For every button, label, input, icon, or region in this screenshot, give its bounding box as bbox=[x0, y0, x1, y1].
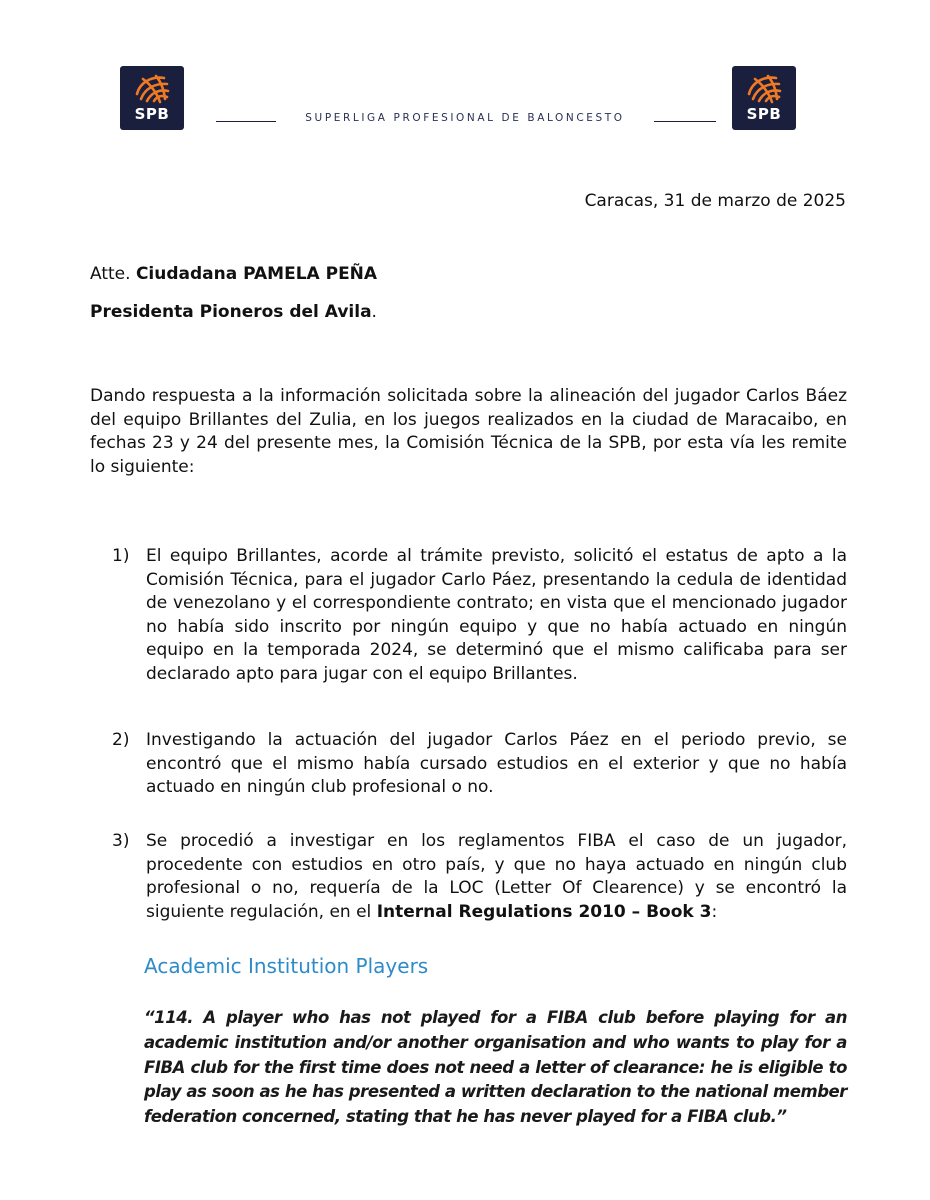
list-item-number: 3) bbox=[112, 831, 130, 851]
logo-text: SPB bbox=[746, 105, 782, 123]
header-divider-left bbox=[216, 121, 276, 122]
list-item-text: Investigando la actuación del jugador Carlos Páez en el periodo previo, se encontró que el mismo había cursado estudios en el exterior y que no había actuado en ningún club profesional o no. bbox=[146, 730, 847, 797]
list-item-text bbox=[146, 830, 847, 924]
list-item-number: 1) bbox=[112, 546, 130, 566]
academic-heading: Academic Institution Players bbox=[144, 954, 429, 978]
spb-logo-left bbox=[120, 66, 184, 130]
intro-paragraph: Dando respuesta a la información solicitada sobre la alineación del jugador Carlos Báez del equipo Brillantes del Zulia, en los juegos realizados en la ciudad de Maracaibo, en fechas 23 y 24 del presente mes, la Comisión Técnica de la SPB, por esta vía les remite lo siguiente: bbox=[90, 386, 847, 477]
list-item-text-suffix: : bbox=[711, 901, 718, 922]
list-item-number: 2) bbox=[112, 730, 130, 750]
list-item-text-body: Se procedió a investigar en los reglamentos FIBA el caso de un jugador, procedente con estudios en otro país, y que no haya actuado en ningún club profesional o no, requería de la LOC (Letter Of Clearence) y se encontró la siguiente regulación, en el bbox=[146, 831, 847, 922]
addressee-title-line bbox=[90, 300, 377, 324]
addressee-line bbox=[90, 262, 377, 286]
addressee-title-suffix: . bbox=[371, 302, 377, 322]
header-divider-right bbox=[654, 121, 716, 122]
letter-date: Caracas, 31 de marzo de 2025 bbox=[584, 191, 846, 211]
addressee-name: Ciudadana PAMELA PEÑA bbox=[135, 264, 378, 284]
logo-text: SPB bbox=[134, 105, 170, 123]
addressee-title: Presidenta Pioneros del Avila bbox=[90, 302, 372, 322]
addressee-prefix: Atte. bbox=[90, 264, 136, 284]
spb-logo-right bbox=[732, 66, 796, 130]
regulation-quote: “114. A player who has not played for a FIBA club before playing for an academic institution and/or another organisation and who wants to play for a FIBA club for the first time does not need a letter of clearance: he is eligible to play as soon as he has presented a written declaration to the national member federation concerned, stating that he has never played for a FIBA club.” bbox=[144, 1008, 847, 1127]
league-name: SUPERLIGA PROFESIONAL DE BALONCESTO bbox=[305, 112, 625, 124]
regulation-reference: Internal Regulations 2010 – Book 3 bbox=[376, 901, 712, 922]
list-item-text: El equipo Brillantes, acorde al trámite previsto, solicitó el estatus de apto a la Comisión Técnica, para el jugador Carlo Páez, presentando la cedula de identidad de venezolano y el correspondiente contrato; en vista que el mencionado jugador no había sido inscrito por ningún equipo y que no había actuado en ningún equipo en la temporada 2024, se determinó que el mismo calificaba para ser declarado apto para jugar con el equipo Brillantes. bbox=[146, 546, 847, 684]
